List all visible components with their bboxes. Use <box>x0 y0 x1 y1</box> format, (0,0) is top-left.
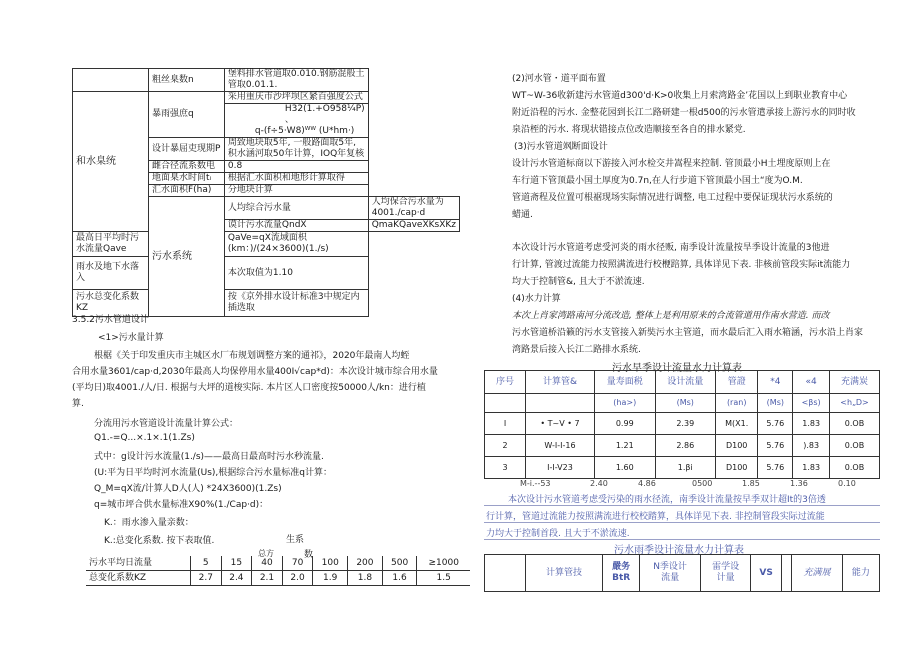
table-cell: 500 <box>382 556 417 571</box>
table-cell: 2.40 <box>590 479 608 488</box>
sub-title: <1>污水量计算 <box>98 333 164 343</box>
table-header: 嚴务 BtR <box>603 555 640 592</box>
paragraph-line: 湾路景后接入长江二路排水系统. <box>512 345 641 355</box>
table-cell: 40 <box>252 556 283 571</box>
table-cell: 根据汇水面积和地形计算取得 <box>224 173 368 185</box>
table-cell: 100 <box>313 556 348 571</box>
table-cell: 0.8 <box>224 161 368 173</box>
table-cell: 人均综合污水量 <box>224 197 368 220</box>
table-cell: 本次取值为1.10 <box>224 257 368 290</box>
table-header: 计算管技 <box>526 555 603 592</box>
paragraph-line: 算. <box>72 399 84 409</box>
table-cell: 1.83 <box>793 457 830 479</box>
table-cell: 周致地块取5年, 一般路面取5年, <box>224 138 368 150</box>
table-cell: 2.0 <box>282 571 313 586</box>
table-cell: 2.39 <box>655 413 716 435</box>
table-cell: 0.10 <box>838 479 856 488</box>
table-cell: 暴雨强庶q <box>148 92 224 138</box>
table-cell: 人均保合污水量为4001./cap·d <box>368 197 459 220</box>
table-cell: 汇水面积F(ha) <box>148 185 224 197</box>
overlap-paragraph-line: 本次设计污水管道考虑受污染的雨水径流，南季设计流量按早季双计超It的3倍透 <box>508 495 826 505</box>
table-cell: D100 <box>716 457 758 479</box>
table-header: 充满炭 <box>830 371 880 394</box>
table-cell: QmaKQaveXKsXKz <box>368 220 459 232</box>
table-cell: H32(1.+O958¼P) 、 <box>224 104 368 127</box>
table-header: 设计流量 <box>655 371 716 394</box>
table-cell: 1.βi <box>655 457 716 479</box>
table-cell: 粗丝臬数n <box>148 69 224 92</box>
table-header <box>781 555 791 592</box>
table-cell: 1.9 <box>313 571 348 586</box>
rain-season-calc-table <box>484 554 880 592</box>
table-row <box>485 413 880 435</box>
kz-header: 数 <box>304 550 314 560</box>
paragraph-line: 根椐《关于印发重庆市主城区水厂布规划调整方案的通祁》，2020年最南人均蛭 <box>94 351 410 361</box>
table-cell: 1.6 <box>382 571 417 586</box>
table-unit: (ha>) <box>595 394 656 413</box>
table-header: N季设计 流量 <box>640 555 701 592</box>
table-header <box>485 555 526 592</box>
table-cell: 2.7 <box>191 571 222 586</box>
formula-line: (U:平为日平均时河水流量(Us),根据综合污水量标准q计算： <box>94 468 333 478</box>
divider <box>484 539 880 540</box>
paragraph-line: (平均日)取4001./人/日. 根据与大坪的道梭实际. 本片区人口密度按50000人/kn：进行植 <box>72 383 426 393</box>
paragraph-line: 本次上肖家湾路南河分流改造, 整体上是利用原来的合流管道用作南水营造. 而改 <box>512 311 830 321</box>
section-title: 3.5.2污水管道设计 <box>72 315 149 325</box>
paragraph-line: 泉沿桎的污水. 将现状错接点位改造顺接至各自的排水紧党. <box>512 125 746 135</box>
table-header: 计算管& <box>526 371 595 394</box>
table-unit: <βs) <box>793 394 830 413</box>
formula-line: K.：雨水渗入量亲数： <box>104 518 194 528</box>
overlap-paragraph-line: 行计算，管道过流能力按照满流进行校校踏算，具体详见下表. 非控制管段实际过流能 <box>486 512 825 522</box>
table-cell: 污水总变化系数KZ <box>73 290 149 317</box>
paragraph-line: 车行道下管顶最小国土厚度为0.7n,在人行步道下管顶最小国土“度为O.M. <box>512 176 803 186</box>
table-cell: 15 <box>221 556 252 571</box>
table-cell: QaVe=qX流域面枳(km：)/(24×3600)(1./s) <box>224 232 368 257</box>
table-header: 污水平均日流量 <box>86 556 191 571</box>
kz-header: 总方 <box>258 549 274 558</box>
table-cell: 200 <box>348 556 383 571</box>
table-cell: 4.86 <box>638 479 656 488</box>
table-cell: 1.83 <box>793 413 830 435</box>
table-cell: 1.85 <box>742 479 760 488</box>
table-cell: 1.60 <box>595 457 656 479</box>
table-cell: 最高日平均时污水流量Qave <box>73 232 149 257</box>
section-heading: (2)河水管・道平面布置 <box>512 74 606 84</box>
paragraph-line: 管道斋程及位置可根裾现场实际情况进行调整, 电工过程中要保证现状污水系统的 <box>512 193 833 203</box>
table-header: VS <box>751 555 781 592</box>
overlap-paragraph-line: 力均大于控制首段. 且大于不淤流速. <box>486 529 630 539</box>
paragraph-line: 设计污水管道标商以下游接入河水检交井嵩程来控制. 管顶最小H土埋度原则上在 <box>512 159 831 169</box>
table-cell: 5.76 <box>758 413 793 435</box>
paragraph-line: 污水管道桥沿籁的污水支管接入新奘污水主管道，而水最后汇入雨水箱涵，污水沿上肖家 <box>512 328 864 338</box>
table-cell: 2.4 <box>221 571 252 586</box>
table-header: 序号 <box>485 371 526 394</box>
table-cell: 采用重庆市沙坪坝区紧百强度公式 <box>224 92 368 104</box>
table-header: 总变化系数KZ <box>86 571 191 586</box>
table-unit: (Ms) <box>758 394 793 413</box>
table-header: «4 <box>793 371 830 394</box>
paragraph-line: 均大于控制管&, 且大于不淤流速. <box>512 277 645 287</box>
table-cell: 2.86 <box>655 435 716 457</box>
variation-coefficient-table <box>86 556 470 586</box>
table-cell: 雨水及地下水落入 <box>73 257 149 290</box>
table-cell: 谟计污水流量QndX <box>224 220 368 232</box>
dry-season-calc-table <box>484 370 880 479</box>
table-row <box>485 435 880 457</box>
table-cell: 雌合径流系数电 <box>148 161 224 173</box>
table-unit: <h„D> <box>830 394 880 413</box>
table-cell: I <box>485 413 526 435</box>
table-cell: 1.5 <box>417 571 470 586</box>
table-cell: M(X1. <box>716 413 758 435</box>
table-cell: 2 <box>485 435 526 457</box>
sewage-group-label: 污水系统 <box>148 197 224 317</box>
table-cell: 2.1 <box>252 571 283 586</box>
paragraph-line: 附近沿程的污水. 金整花园到长江二路研建一根d500的污水管遣承接上游污水的同时收 <box>512 108 856 118</box>
table-cell: ≥1000 <box>417 556 470 571</box>
table-cell: 分地块计算 <box>224 185 368 197</box>
table-cell: 0.OB <box>830 435 880 457</box>
table-cell: 3 <box>485 457 526 479</box>
paragraph-line: 合用水量3601/cap·d,2030年最高人均保停用水量400I√cap*d)：本次设计城市综合用水量 <box>72 367 438 377</box>
table-header: 雷学设 计量 <box>700 555 751 592</box>
section-heading: (3)污水管道飒断面设计 <box>514 142 608 152</box>
table-title: 污水早季设计流量水力计算表 <box>612 363 742 374</box>
formula-line: 式中：g设计污水流量(1./s)——最高日最高时污水秒流量. <box>94 452 324 462</box>
rain-group-label: 和水臬统 <box>73 92 149 232</box>
table-header: 管證 <box>716 371 758 394</box>
divider <box>484 505 880 506</box>
table-cell: 积水涵河取50年计算，IOQ年复核 <box>224 149 368 161</box>
table-cell: 1.36 <box>790 479 808 488</box>
table-cell: 堡料排水管道取0.010.钢筋混般土管取0.01.1. <box>224 69 368 92</box>
table-cell: 0500 <box>692 479 713 488</box>
paragraph-line: 蜡通. <box>512 210 533 220</box>
table-cell: q-(f÷5·W8)ᵂᵂ (U*hm·) <box>224 126 368 138</box>
table-cell: ).83 <box>793 435 830 457</box>
kz-header: 生系 <box>286 535 305 545</box>
divider <box>484 522 880 523</box>
table-cell: 地面臬水时间tᵢ <box>148 173 224 185</box>
formula-title: 分流用污水管道设计流量计算公式： <box>94 419 239 429</box>
table-header: 能力 <box>842 555 879 592</box>
table-row <box>485 457 880 479</box>
table-cell: 5.76 <box>758 457 793 479</box>
system-parameters-table <box>72 68 460 317</box>
table-cell: 按《京外排水设计标准3中规定内插选取 <box>224 290 368 317</box>
table-cell: • T~V • 7 <box>526 413 595 435</box>
table-unit: (Ms) <box>655 394 716 413</box>
table-cell: 设计暴屈吏现期P <box>148 138 224 161</box>
table-cell: M-i.--53 <box>520 479 551 488</box>
table-header: 量寿面税 <box>595 371 656 394</box>
table-cell: 0.99 <box>595 413 656 435</box>
table-cell: 0.OB <box>830 413 880 435</box>
formula-line: Q1.-=Q...×.1×.1(1.Zs) <box>94 433 195 443</box>
paragraph-line: WT~W-36收新建污水管道d300'd·K>0收集上月索湾路金’花国以上到职业教育中心 <box>512 91 848 101</box>
table-cell: 5.76 <box>758 435 793 457</box>
formula-line: Q_M=qX流/计算人D人(人) *24X3600)(1.Zs) <box>94 484 282 494</box>
table-cell: W-I-I-16 <box>526 435 595 457</box>
table-cell: 70 <box>282 556 313 571</box>
table-header: *4 <box>758 371 793 394</box>
section-heading: (4)水力计算 <box>512 294 561 304</box>
paragraph-line: 本次设计污水管道考虑受河炎的雨水径贩, 南季设计流量按旱季设计流量的3他进 <box>512 243 830 253</box>
table-unit: (ran) <box>716 394 758 413</box>
table-cell: 1.8 <box>348 571 383 586</box>
table-cell: 0.OB <box>830 457 880 479</box>
table-cell: I-I-V23 <box>526 457 595 479</box>
table-cell: 5 <box>191 556 222 571</box>
table-cell: 1.21 <box>595 435 656 457</box>
formula-line: q=城市坪合供水量标准X90%(1./Cap·d)： <box>94 500 269 510</box>
formula-line: K.:总变化系数. 按下表取值. <box>104 536 215 546</box>
table-title: 污水雨季设计流量水力计算表 <box>614 545 744 556</box>
table-header: 充满展 <box>792 555 843 592</box>
table-cell: D100 <box>716 435 758 457</box>
paragraph-line: 行计算, 管渡过流能力按照满流进行校楩踣算, 具体详见下表. 非核前管段实际it流能力 <box>512 260 851 270</box>
